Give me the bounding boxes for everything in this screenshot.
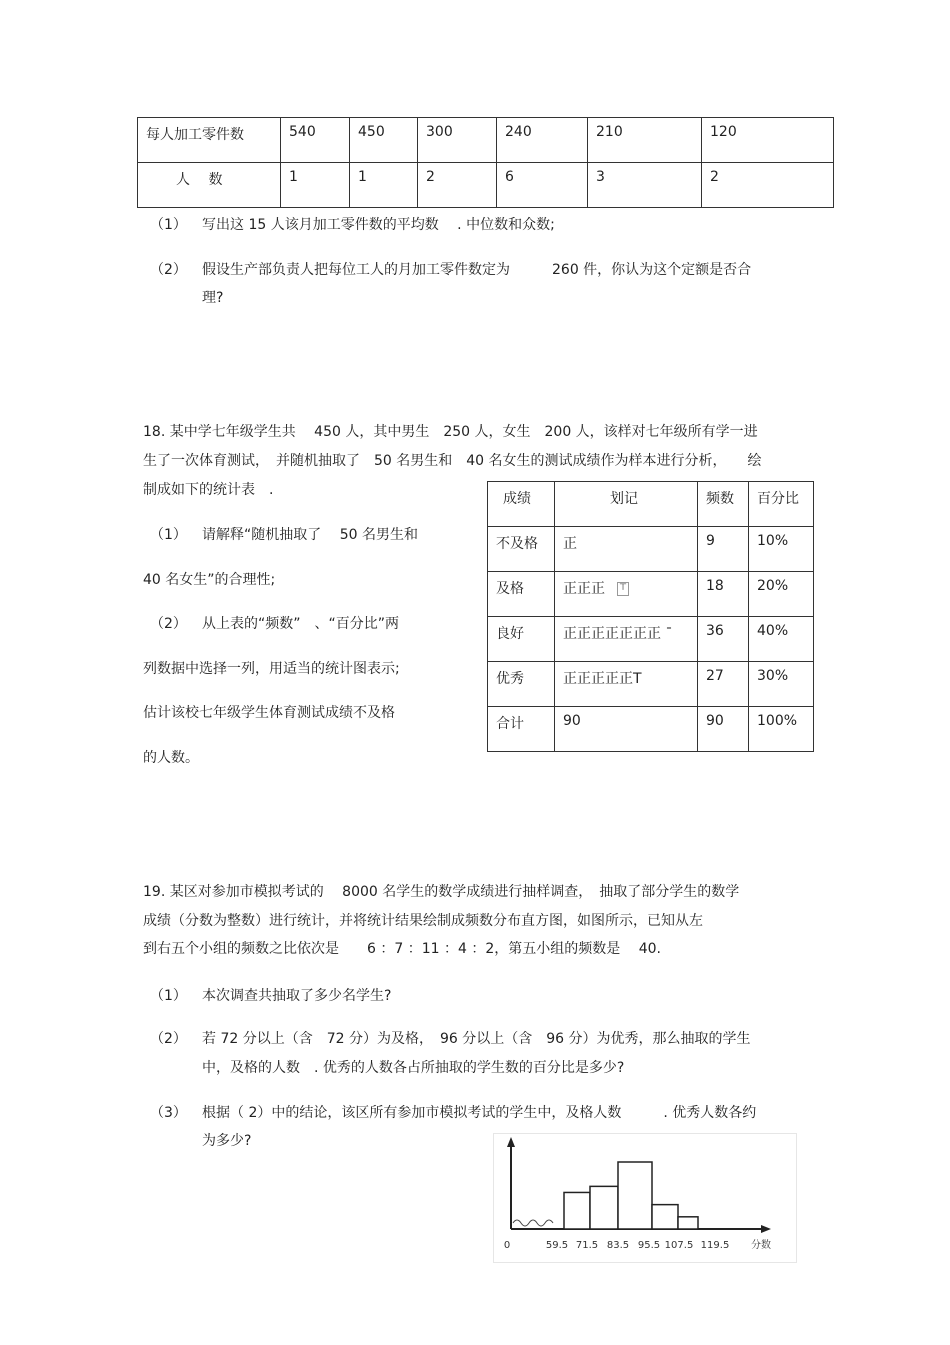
- q19-part3-text-cont: 为多少?: [202, 1133, 252, 1149]
- table-row: [488, 707, 814, 752]
- table-cell: 540: [281, 118, 350, 163]
- table-row: [488, 662, 814, 707]
- table-cell: 100%: [749, 707, 814, 752]
- table-cell: 良好: [488, 617, 555, 662]
- q17-part1-text: 写出这 15 人该月加工零件数的平均数 . 中位数和众数;: [202, 217, 555, 233]
- histogram-bar: [652, 1205, 678, 1229]
- q17-part2-text-cont: 理?: [202, 290, 224, 306]
- table-cell: 每人加工零件数: [138, 118, 281, 163]
- q17-part2-text: 假设生产部负责人把每位工人的月加工零件数定为 260 件，你认为这个定额是否合: [202, 262, 752, 278]
- score-table: [487, 481, 814, 752]
- q18-part1-text: 请解释“随机抽取了 50 名男生和: [202, 527, 418, 543]
- table-cell: 人 数: [138, 163, 281, 208]
- q19-part2-text-cont: 中，及格的人数 . 优秀的人数各占所抽取的学生数的百分比是多少?: [202, 1060, 625, 1076]
- table-cell: 90: [698, 707, 749, 752]
- table-cell: 1: [281, 163, 350, 208]
- table-cell: 18: [698, 572, 749, 617]
- table-cell: 210: [588, 118, 702, 163]
- q18-part1-text-cont: 40 名女生”的合理性;: [143, 572, 276, 588]
- frequency-histogram: [493, 1133, 797, 1263]
- histogram-bar: [678, 1217, 698, 1229]
- histogram-bar: [564, 1192, 590, 1229]
- x-tick-label: 71.5: [575, 1240, 599, 1251]
- q19-stem-line3: 到右五个小组的频数之比依次是 6 ：7 ：11 ：4 ：2，第五小组的频数是 40.: [143, 941, 661, 957]
- x-tick-label: 119.5: [700, 1240, 730, 1251]
- x-axis-label: 分数: [751, 1240, 771, 1251]
- q18-stem-line3: 制成如下的统计表 .: [143, 482, 274, 498]
- table-cell: 90: [555, 707, 698, 752]
- q19-part3-number: （3）: [150, 1105, 187, 1121]
- table-cell: 3: [588, 163, 702, 208]
- x-tick-label: 95.5: [637, 1240, 661, 1251]
- q18-part2-text: 从上表的“频数” 、“百分比”两: [202, 616, 400, 632]
- q19-stem-line2: 成绩（分数为整数）进行统计，并将统计结果绘制成频数分布直方图，如图所示，已知从左: [143, 913, 703, 929]
- table-cell: 300: [418, 118, 497, 163]
- table-header-row: [488, 482, 814, 527]
- table-cell: 正正正 ⊤: [555, 572, 698, 617]
- table-cell: 30%: [749, 662, 814, 707]
- table-cell: 40%: [749, 617, 814, 662]
- q19-part1-number: （1）: [150, 988, 187, 1004]
- table-cell: 正: [555, 527, 698, 572]
- table-row: [488, 572, 814, 617]
- table-row: [488, 527, 814, 572]
- table-cell: 合计: [488, 707, 555, 752]
- x-tick-label: 59.5: [545, 1240, 569, 1251]
- table-cell: 20%: [749, 572, 814, 617]
- q18-part1-number: （1）: [150, 527, 187, 543]
- q18-stem-line2: 生了一次体育测试， 并随机抽取了 50 名男生和 40 名女生的测试成绩作为样本进行分析， 绘: [143, 453, 762, 469]
- table-cell: 正正正正正T: [555, 662, 698, 707]
- tally-mark-icon: ⊤: [617, 582, 629, 596]
- q18-part2-number: （2）: [150, 616, 187, 632]
- q17-part2-number: （2）: [150, 262, 187, 278]
- parts-table: [137, 117, 834, 208]
- table-cell: 9: [698, 527, 749, 572]
- table-cell: 2: [702, 163, 834, 208]
- q19-part3-text: 根据（ 2）中的结论，该区所有参加市模拟考试的学生中，及格人数 . 优秀人数各约: [202, 1105, 757, 1121]
- table-row: [138, 118, 834, 163]
- x-tick-label: 83.5: [606, 1240, 630, 1251]
- histogram-bar: [618, 1162, 652, 1229]
- table-cell: 2: [418, 163, 497, 208]
- table-header-cell: 成绩: [488, 482, 555, 527]
- table-cell: 及格: [488, 572, 555, 617]
- table-cell: 优秀: [488, 662, 555, 707]
- origin-label: 0: [503, 1240, 511, 1251]
- table-cell: 不及格: [488, 527, 555, 572]
- histogram-bar: [590, 1186, 618, 1229]
- q18-stem-line1: 18. 某中学七年级学生共 450 人，其中男生 250 人，女生 200 人，该样对七年级所有学一进: [143, 424, 758, 440]
- table-cell: 6: [497, 163, 588, 208]
- q19-stem-line1: 19. 某区对参加市模拟考试的 8000 名学生的数学成绩进行抽样调查， 抽取了部分学生的数学: [143, 884, 740, 900]
- q19-part2-text: 若 72 分以上（含 72 分）为及格， 96 分以上（含 96 分）为优秀，那么抽取的学生: [202, 1031, 751, 1047]
- q19-part2-number: （2）: [150, 1031, 187, 1047]
- table-row: [488, 617, 814, 662]
- table-header-cell: 划记: [555, 482, 698, 527]
- table-header-cell: 百分比: [749, 482, 814, 527]
- x-tick-label: 107.5: [664, 1240, 694, 1251]
- table-header-cell: 频数: [698, 482, 749, 527]
- q18-part3-text: 估计该校七年级学生体育测试成绩不及格: [143, 705, 395, 721]
- table-cell: 正正正正正正正 ¯: [555, 617, 698, 662]
- q19-part1-text: 本次调查共抽取了多少名学生?: [202, 988, 392, 1004]
- table-row: [138, 163, 834, 208]
- table-cell: 240: [497, 118, 588, 163]
- q17-part1-number: （1）: [150, 217, 187, 233]
- table-cell: 120: [702, 118, 834, 163]
- q18-part2-text-cont: 列数据中选择一列，用适当的统计图表示;: [143, 661, 400, 677]
- table-cell: 450: [350, 118, 418, 163]
- table-cell: 1: [350, 163, 418, 208]
- table-cell: 27: [698, 662, 749, 707]
- table-cell: 10%: [749, 527, 814, 572]
- table-cell: 36: [698, 617, 749, 662]
- q18-part3-text-cont: 的人数。: [143, 750, 199, 766]
